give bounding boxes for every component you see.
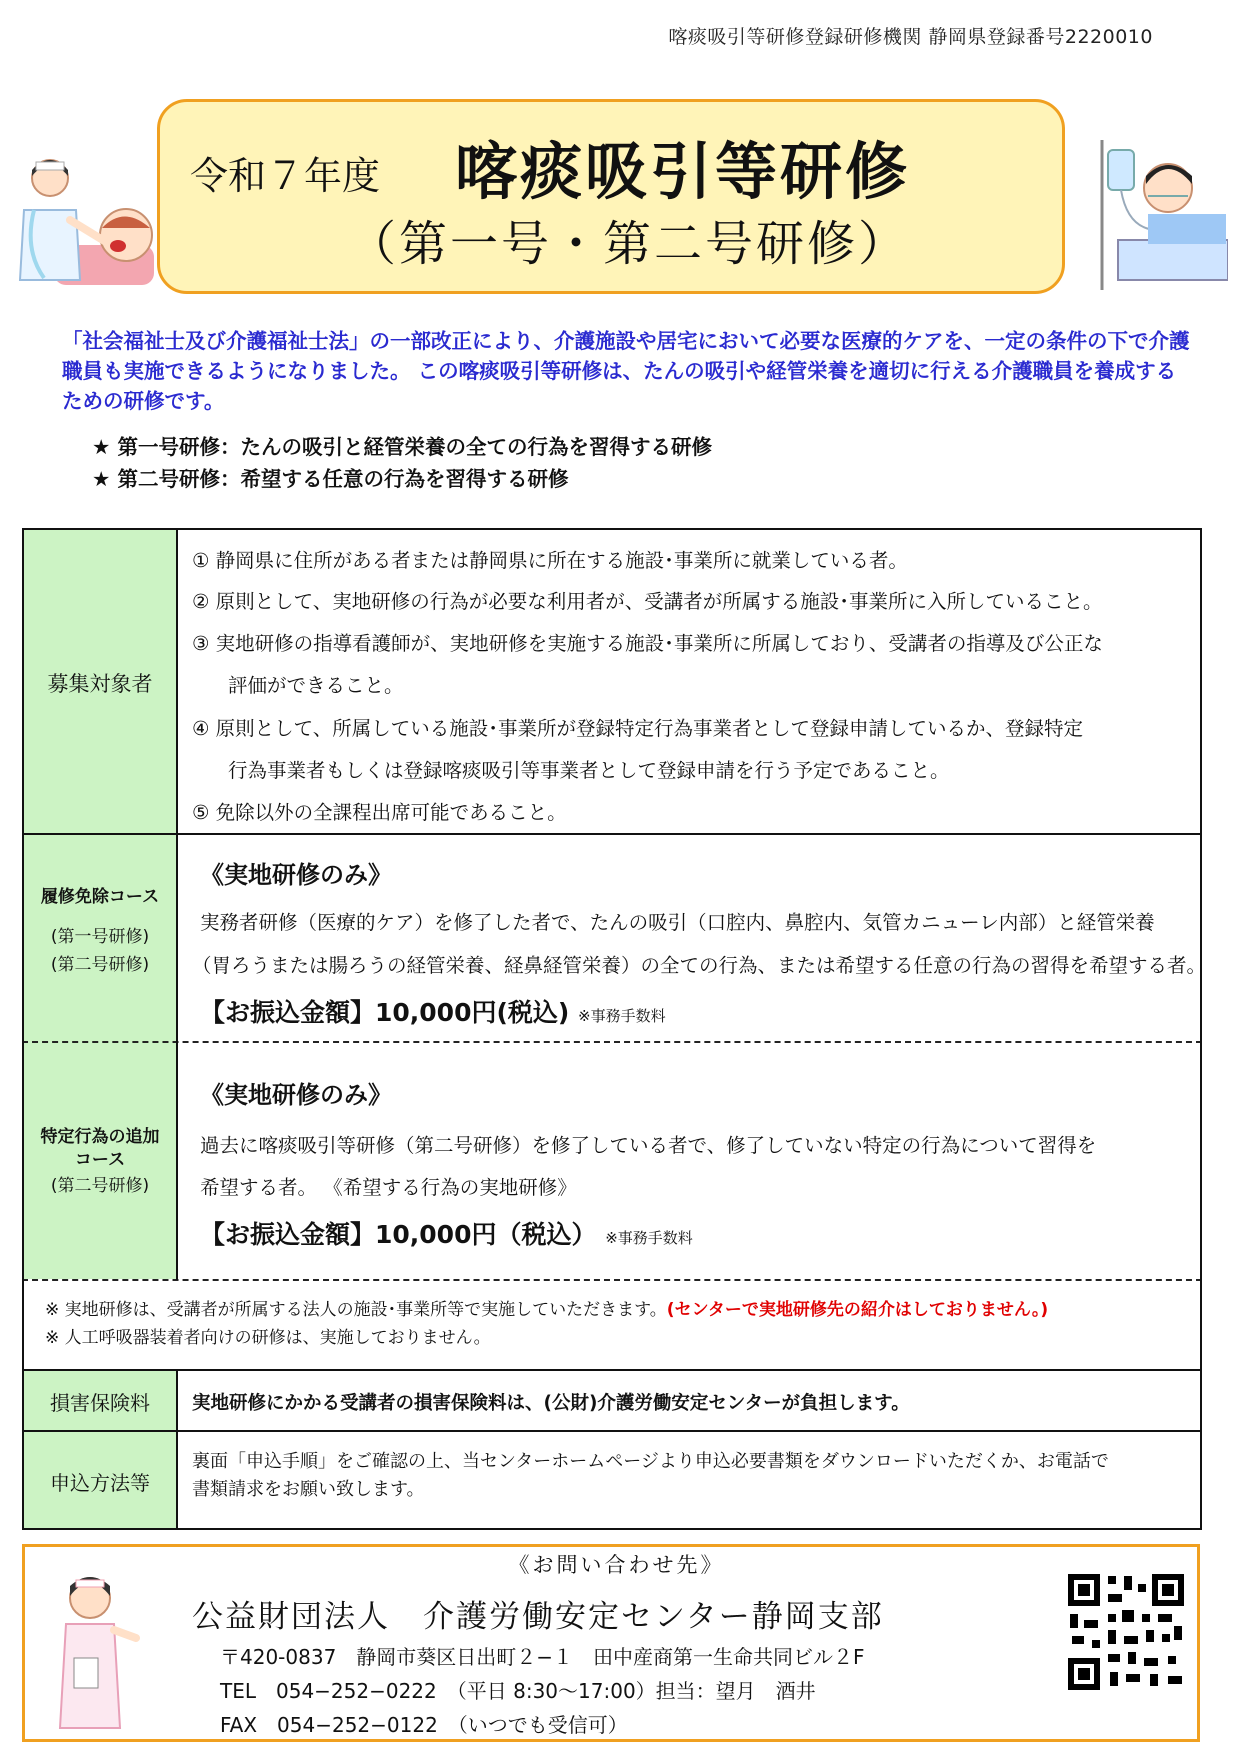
recruit-item-2: ② 原則として、実地研修の行為が必要な利用者が、受講者が所属する施設･事業所に入所していること。 bbox=[192, 590, 1103, 613]
contact-address: 〒420-0837 静岡市葵区日出町２−１ 田中産商第一生命共同ビル２F bbox=[220, 1645, 865, 1669]
course1-price-note: ※事務手数料 bbox=[578, 1007, 666, 1025]
intro-text: 「社会福祉士及び介護福祉士法」の一部改正により、介護施設や居宅において必要な医療的ケアを、一定の条件の下で介護職員も実施できるようになりました。 この喀痰吸引等研修は、たんの吸引や経管栄養を適切に行える介護職員を養成するための研修です。 bbox=[62, 329, 1190, 413]
title-year: 令和７年度 bbox=[190, 154, 381, 198]
nurse-illustration bbox=[52, 1568, 142, 1738]
apply-line2: 書類請求をお願い致します。 bbox=[192, 1479, 425, 1500]
course2-line2: 希望する者。 《希望する行為の実地研修》 bbox=[200, 1176, 577, 1199]
title-sub: （第一号・第二号研修） bbox=[348, 216, 910, 272]
course1-label: 履修免除コース bbox=[40, 887, 160, 907]
course2-line1: 過去に喀痰吸引等研修（第二号研修）を修了している者で、修了していない特定の行為について習得を bbox=[200, 1134, 1097, 1157]
course2-label1: 特定行為の追加 bbox=[40, 1127, 160, 1147]
course2-price-note: ※事務手数料 bbox=[605, 1229, 693, 1247]
course1-line1: 実務者研修（医療的ケア）を修了した者で、たんの吸引（口腔内、鼻腔内、気管カニューレ内部）と経管栄養 bbox=[200, 911, 1155, 934]
contact-heading: 《お問い合わせ先》 bbox=[508, 1553, 725, 1577]
contact-org: 公益財団法人 介護労働安定センター静岡支部 bbox=[192, 1599, 884, 1635]
note-1-red: (センターで実地研修先の紹介はしておりません。) bbox=[666, 1300, 1049, 1320]
patient-bed-illustration bbox=[1088, 140, 1228, 290]
recruit-item-3-cont: 評価ができること。 bbox=[228, 674, 404, 697]
course2-price bbox=[200, 1215, 693, 1251]
recruit-item-5: ⑤ 免除以外の全課程出席可能であること。 bbox=[192, 801, 567, 824]
course1-price-amount: 【お振込金額】10,000円(税込) bbox=[200, 998, 570, 1027]
note-1 bbox=[45, 1295, 1048, 1320]
course1-price bbox=[200, 993, 666, 1029]
recruit-item-4: ④ 原則として、所属している施設･事業所が登録特定行為事業者として登録申請しているか、登録特定 bbox=[192, 717, 1084, 740]
apply-line1: 裏面「申込手順」をご確認の上、当センターホームページより申込必要書類をダウンロードいただくか、お電話で bbox=[192, 1451, 1109, 1472]
recruit-item-3: ③ 実地研修の指導看護師が、実地研修を実施する施設･事業所に所属しており、受講者の指導及び公正な bbox=[192, 632, 1103, 655]
course1-sub2: (第二号研修) bbox=[50, 955, 150, 975]
nurse-suction-illustration bbox=[14, 150, 164, 290]
note-2: ※ 人工呼吸器装着者向けの研修は、実施しておりません。 bbox=[45, 1328, 491, 1348]
course2-price-amount: 【お振込金額】10,000円（税込） bbox=[200, 1220, 597, 1249]
recruit-item-4-cont: 行為事業者もしくは登録喀痰吸引等事業者として登録申請を行う予定であること。 bbox=[228, 759, 950, 782]
course1-heading: 《実地研修のみ》 bbox=[200, 861, 392, 889]
course1-sub1: (第一号研修) bbox=[50, 927, 150, 947]
course2-heading: 《実地研修のみ》 bbox=[200, 1081, 392, 1109]
star-first-course: ★ 第一号研修：たんの吸引と経管栄養の全ての行為を習得する研修 bbox=[92, 435, 713, 459]
course2-sub: (第二号研修) bbox=[50, 1176, 150, 1196]
contact-tel: TEL 054−252−0222 （平日 8:30〜17:00）担当：望月 酒井 bbox=[220, 1679, 816, 1703]
insurance-label: 損害保険料 bbox=[50, 1391, 150, 1415]
apply-label: 申込方法等 bbox=[50, 1471, 150, 1495]
recruit-item-1: ① 静岡県に住所がある者または静岡県に所在する施設･事業所に就業している者。 bbox=[192, 549, 908, 572]
star-second-course: ★ 第二号研修：希望する任意の行為を習得する研修 bbox=[92, 467, 569, 491]
course2-label2: コース bbox=[74, 1150, 126, 1170]
insurance-text: 実地研修にかかる受講者の損害保険料は、(公財)介護労働安定センターが負担します。 bbox=[192, 1393, 910, 1414]
contact-fax: FAX 054−252−0122 （いつでも受信可） bbox=[220, 1713, 628, 1737]
title-main: 喀痰吸引等研修 bbox=[455, 135, 911, 208]
recruit-label: 募集対象者 bbox=[47, 672, 153, 696]
course1-line2: （胃ろうまたは腸ろうの経管栄養、経鼻経管栄養）の全ての行為、または希望する任意の行為の習得を希望する者。 bbox=[192, 954, 1207, 977]
registration-number: 喀痰吸引等研修登録研修機関 静岡県登録番号2220010 bbox=[668, 26, 1153, 48]
qr-code-icon bbox=[1064, 1570, 1188, 1694]
note-1-text: ※ 実地研修は、受講者が所属する法人の施設･事業所等で実施していただきます。 bbox=[45, 1300, 667, 1320]
